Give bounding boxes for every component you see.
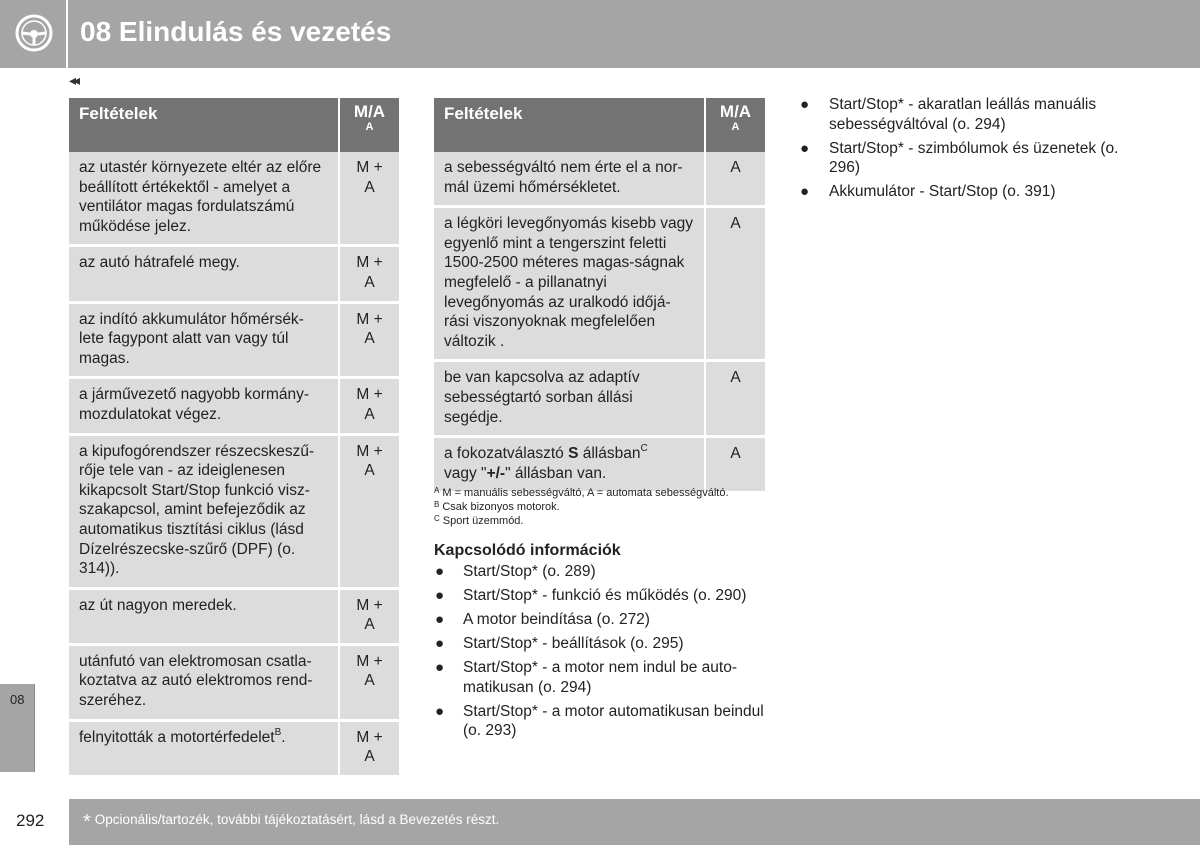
value-line: M + (356, 254, 383, 272)
gear-s-label: S (568, 445, 579, 463)
condition-text: a sebességváltó nem érte el a nor-mál üzemi hőmérsékletet. (434, 152, 704, 205)
table-header-row (69, 98, 399, 152)
footnote (434, 500, 774, 514)
list-item (434, 702, 774, 741)
footer-note (83, 811, 499, 834)
condition-text (434, 435, 704, 491)
related-info-continued (799, 95, 1129, 206)
page-footer (69, 799, 1200, 845)
condition-text: a légköri levegőnyomás kisebb vagy egyenlő mint a tengerszint feletti 1500-2500 méteres magas-ságnak megfelelő - a pillanatnyi levegőnyomás az uralkodó időjá-rási viszonyoknak megfelelően változik . (434, 205, 704, 359)
related-info-list-continued (799, 95, 1129, 202)
gear-plus-minus-label: +/- (486, 464, 506, 482)
footnote-mark: B (434, 500, 440, 509)
bullet-icon: ● (435, 659, 445, 676)
value-line: M + (356, 652, 383, 670)
bullet-icon: ● (800, 139, 810, 157)
page-number: 292 (16, 811, 45, 830)
value-line: A (364, 616, 375, 634)
related-link[interactable]: Start/Stop* - akaratlan leállás manuális sebességváltóval (o. 294) (829, 96, 1097, 133)
table-row (434, 205, 765, 359)
value-line: A (364, 405, 375, 423)
steering-wheel-icon (14, 13, 54, 53)
asterisk-icon: * (83, 811, 91, 833)
header-ma (704, 98, 765, 152)
value-line: A (364, 273, 375, 291)
condition-text: az autó hátrafelé megy. (69, 244, 338, 300)
related-link[interactable]: A motor beindítása (o. 272) (463, 611, 650, 628)
condition-text-b: állásban (578, 445, 641, 463)
list-item (434, 586, 774, 606)
condition-text-a: a fokozatválasztó (444, 445, 569, 463)
footnote-mark: B (274, 726, 282, 738)
bullet-icon: ● (435, 611, 445, 628)
condition-text: az út nagyon meredek. (69, 587, 338, 643)
condition-text: az indító akkumulátor hőmérsék-lete fagypont alatt van vagy túl magas. (69, 301, 338, 377)
table-row (69, 433, 399, 587)
transmission-value (338, 244, 399, 300)
table-row (434, 435, 765, 491)
value-line: M + (356, 442, 383, 460)
table-row (69, 244, 399, 300)
bullet-icon: ● (435, 587, 445, 604)
transmission-value (338, 433, 399, 587)
table-row (69, 152, 399, 244)
bullet-icon: ● (435, 702, 445, 720)
footnote-text: Sport üzemmód. (442, 515, 524, 527)
transmission-value: A (704, 205, 765, 359)
condition-text: utánfutó van elektromosan csatla-koztatva az autó elektromos rend-szeréhez. (69, 643, 338, 719)
value-line: A (364, 330, 375, 348)
chapter-side-tab-label: 08 (10, 692, 25, 707)
value-line: M + (356, 159, 383, 176)
related-link[interactable]: Start/Stop* - a motor nem indul be auto-matikusan (o. 294) (463, 659, 737, 696)
transmission-value: A (704, 359, 765, 435)
footnote-mark: C (434, 514, 440, 523)
table-row (69, 376, 399, 432)
transmission-value (338, 643, 399, 719)
table-row (434, 152, 765, 205)
footnote-mark: A (434, 486, 440, 495)
table-header-row (434, 98, 765, 152)
chapter-icon-box (0, 0, 68, 68)
header-ma (338, 98, 399, 152)
bullet-icon: ● (435, 563, 445, 580)
header-ma-footnote: A (365, 121, 374, 133)
list-item (434, 562, 774, 582)
footnote (434, 514, 774, 528)
related-link[interactable]: Start/Stop* - szimbólumok és üzenetek (o. 296) (829, 139, 1119, 176)
related-link[interactable]: Akkumulátor - Start/Stop (o. 391) (829, 183, 1056, 200)
related-info-list (434, 562, 774, 741)
bullet-icon: ● (800, 96, 810, 113)
related-info-heading: Kapcsolódó információk (434, 542, 621, 559)
bullet-icon: ● (435, 635, 445, 652)
condition-text: a járművezető nagyobb kormány-mozdulatokat végez. (69, 376, 338, 432)
value-line: A (364, 462, 375, 480)
list-item (799, 95, 1129, 134)
transmission-value: A (704, 152, 765, 205)
header-conditions: Feltételek (69, 98, 338, 152)
condition-text-main: felnyitották a motortérfedelet (79, 728, 275, 746)
header-ma-label: M/A (353, 102, 386, 121)
footnote-text: M = manuális sebességváltó, A = automata sebességváltó. (442, 487, 729, 499)
chapter-header (0, 0, 1200, 68)
header-ma-label: M/A (719, 102, 752, 121)
table-row (69, 643, 399, 719)
value-line: M + (356, 728, 383, 746)
chapter-side-tab (0, 684, 35, 772)
header-conditions: Feltételek (434, 98, 704, 152)
table-row (69, 301, 399, 377)
condition-text: a kipufogórendszer részecskeszű-rője tele van - az ideiglenesen kikapcsolt Start/Stop funkció visz-szakapcsol, amint befejeződik az automatikus tisztítási ciklus (lásd Dízelrészecske-szűrő (DPF) (o. 314)). (69, 433, 338, 587)
header-ma-footnote: A (731, 121, 740, 133)
table-row (69, 587, 399, 643)
related-info-section (434, 542, 774, 745)
list-item (799, 182, 1129, 202)
value-line: A (364, 178, 375, 196)
table-row (69, 719, 399, 775)
table-footnotes (434, 486, 774, 528)
condition-text: be van kapcsolva az adaptív sebességtartó sorban állási segédje. (434, 359, 704, 435)
transmission-value (338, 152, 399, 244)
back-arrows-icon[interactable]: ◂◂ (69, 72, 78, 88)
related-link[interactable]: Start/Stop* - beállítások (o. 295) (463, 635, 684, 652)
list-item (434, 658, 774, 697)
conditions-table-right (434, 98, 765, 491)
related-link[interactable]: Start/Stop* - funkció és működés (o. 290) (463, 587, 747, 604)
list-item (434, 610, 774, 630)
transmission-value (338, 301, 399, 377)
list-item (434, 634, 774, 654)
value-line: M + (356, 596, 383, 614)
condition-text (69, 719, 338, 775)
condition-text: az utastér környezete eltér az előre beállított értékektől - amelyet a ventilátor magas fordulatszámú működése jelez. (69, 152, 338, 244)
footnote-text: Csak bizonyos motorok. (442, 501, 560, 513)
condition-text-d: " állásban van. (505, 464, 607, 482)
table-row (434, 359, 765, 435)
transmission-value (338, 719, 399, 775)
condition-text-tail: . (281, 728, 286, 746)
conditions-table-left (69, 98, 399, 775)
transmission-value (338, 376, 399, 432)
related-link[interactable]: Start/Stop* - a motor automatikusan beindul (o. 293) (463, 702, 764, 739)
value-line: A (364, 748, 375, 766)
transmission-value (338, 587, 399, 643)
value-line: A (364, 672, 375, 690)
footnote (434, 486, 774, 500)
footnote-mark: C (640, 443, 648, 455)
value-line: M + (356, 386, 383, 404)
related-link[interactable]: Start/Stop* (o. 289) (463, 563, 596, 580)
transmission-value: A (704, 435, 765, 491)
list-item (799, 139, 1129, 178)
condition-text-c: vagy " (444, 464, 487, 482)
chapter-title: 08 Elindulás és vezetés (80, 16, 392, 47)
value-line: M + (356, 310, 383, 328)
footer-note-text: Opcionális/tartozék, további tájékoztatásért, lásd a Bevezetés részt. (94, 812, 500, 827)
bullet-icon: ● (800, 183, 810, 200)
